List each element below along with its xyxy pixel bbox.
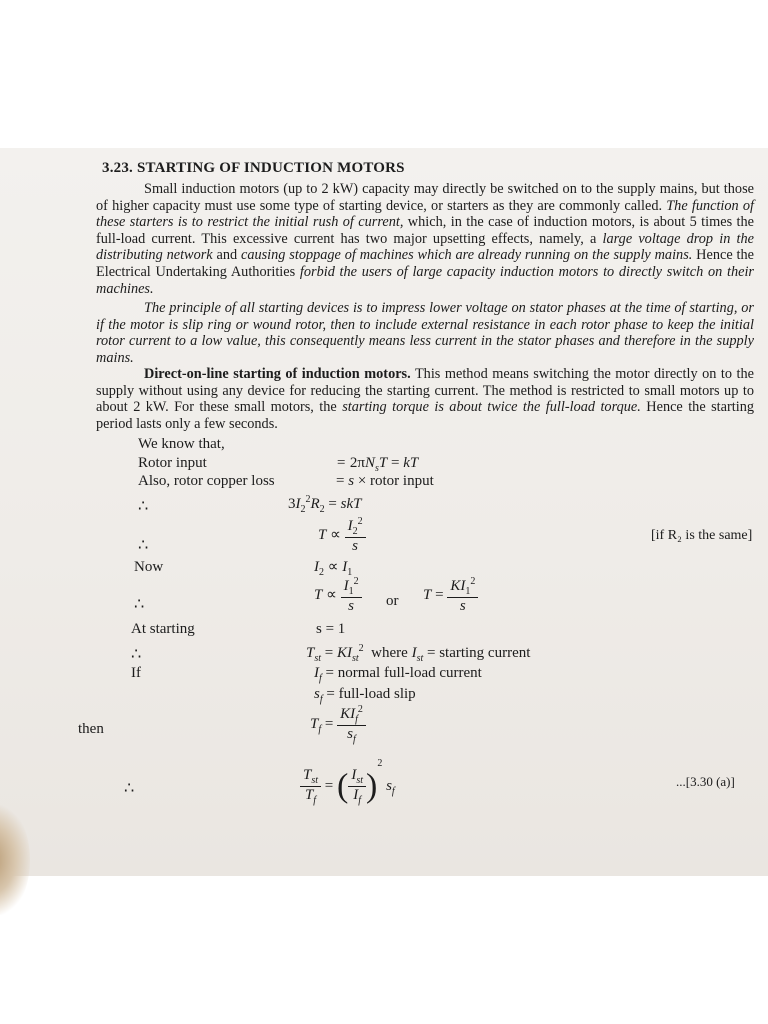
rotor-input-label: Rotor input <box>138 455 207 471</box>
dol-text-c: Hence the starting period lasts only a few seconds. <box>96 399 754 432</box>
torque-current-equation: T ∝ $\frac{I_1^2}{s}$ <box>314 576 362 615</box>
intro-text-c: which, in the case of induction motors, is about 5 times the full-load current. This excessive current has two major upsetting effects, namely, a <box>96 214 754 247</box>
intro-text-e: and <box>212 247 241 264</box>
intro-text-d: large voltage drop in the distributing network <box>96 230 754 264</box>
dol-text-b: starting torque is about twice the full-load torque. <box>342 399 641 416</box>
at-starting-label: At starting <box>131 621 195 637</box>
we-know-label: We know that, <box>138 436 225 452</box>
intro-text-g: Hence the Electrical Undertaking Authorities <box>96 247 754 280</box>
if-r2-note: [if R₂ is the same] <box>651 528 753 543</box>
therefore-symbol-3: ∴ <box>134 594 145 613</box>
dol-text-a: This method means switching the motor directly on to the supply without using any device for reducing the starting current. The method is restricted to small motors up to about 2 kW. For these small motors, the <box>96 366 754 416</box>
starting-torque-equation: $T_{st} = KI_{st}^2$ where $I_{st}$ = starting current <box>306 643 531 664</box>
loss-equation: $3I_2^2R_2$ = skT <box>288 494 362 515</box>
intro-text-b: The function of these starters is to restrict the initial rush of current, <box>96 197 754 231</box>
dol-title: Direct-on-line starting of induction motors. <box>144 366 411 382</box>
torque-ratio-equation: $\frac{T_{st}}{T_f}$ = ( $\frac{I_{st}}{I_f}$ )$^2$ $s_f$ <box>300 758 395 806</box>
paragraph-principle <box>96 300 754 366</box>
torque-k-equation: T = $\frac{KI_1^2}{s}$ <box>423 576 478 615</box>
slip-one-equation: s = 1 <box>316 621 346 637</box>
intro-text-a: Small induction motors (up to 2 kW) capacity may directly be switched on to the supply mains, but those of higher capacity must use some type of starting device, or starters as they are commonly called. <box>96 181 754 214</box>
paragraph-dol <box>96 366 754 432</box>
rotor-input-equation: = $2\pi N_sT$ = kT <box>336 455 419 474</box>
current-prop-equation: $I_2 \propto I_1$ <box>314 559 353 578</box>
if-definition-text: = normal full-load current <box>325 665 482 681</box>
torque-prop-equation: T ∝ $\frac{I_2^2}{s}$ <box>318 516 366 555</box>
principle-text: The principle of all starting devices is to impress lower voltage on stator phases at the time of starting, or if the motor is slip ring or wound rotor, then to include external resistance in each rotor phase to keep the initial rotor current to a low value, this consequently means less current in the stator phases and therefore in the supply mains. <box>96 300 754 366</box>
sf-definition-text: = full-load slip <box>326 686 416 702</box>
if-label: If <box>131 665 141 681</box>
intro-text-f: causing stoppage of machines which are already running on the supply mains. <box>240 247 693 264</box>
therefore-symbol-2: ∴ <box>138 535 149 554</box>
full-load-current-definition: $I_f$ = normal full-load current <box>314 665 482 684</box>
ist-definition: = starting current <box>426 645 531 661</box>
full-load-torque-equation: $T_f$ = $\frac{KI_f^2}{s_f}$ <box>310 704 366 745</box>
full-load-slip-definition: $s_f$ = full-load slip <box>314 686 416 705</box>
intro-text-h: forbid the users of large capacity induction motors to directly switch on their machines. <box>96 263 754 297</box>
now-label: Now <box>134 559 164 575</box>
therefore-symbol-1: ∴ <box>138 496 149 515</box>
equation-reference: ...[3.30 (a)] <box>676 774 735 789</box>
therefore-symbol-5: ∴ <box>124 778 135 797</box>
section-heading: 3.23. STARTING OF INDUCTION MOTORS <box>102 160 405 176</box>
or-label: or <box>386 593 399 609</box>
therefore-symbol-4: ∴ <box>131 644 142 663</box>
copper-loss-equation: = s × rotor input <box>336 473 434 489</box>
then-label: then <box>78 721 104 737</box>
paragraph-intro <box>96 181 754 297</box>
where-label: where <box>371 645 408 661</box>
copper-loss-label: Also, rotor copper loss <box>138 473 275 489</box>
